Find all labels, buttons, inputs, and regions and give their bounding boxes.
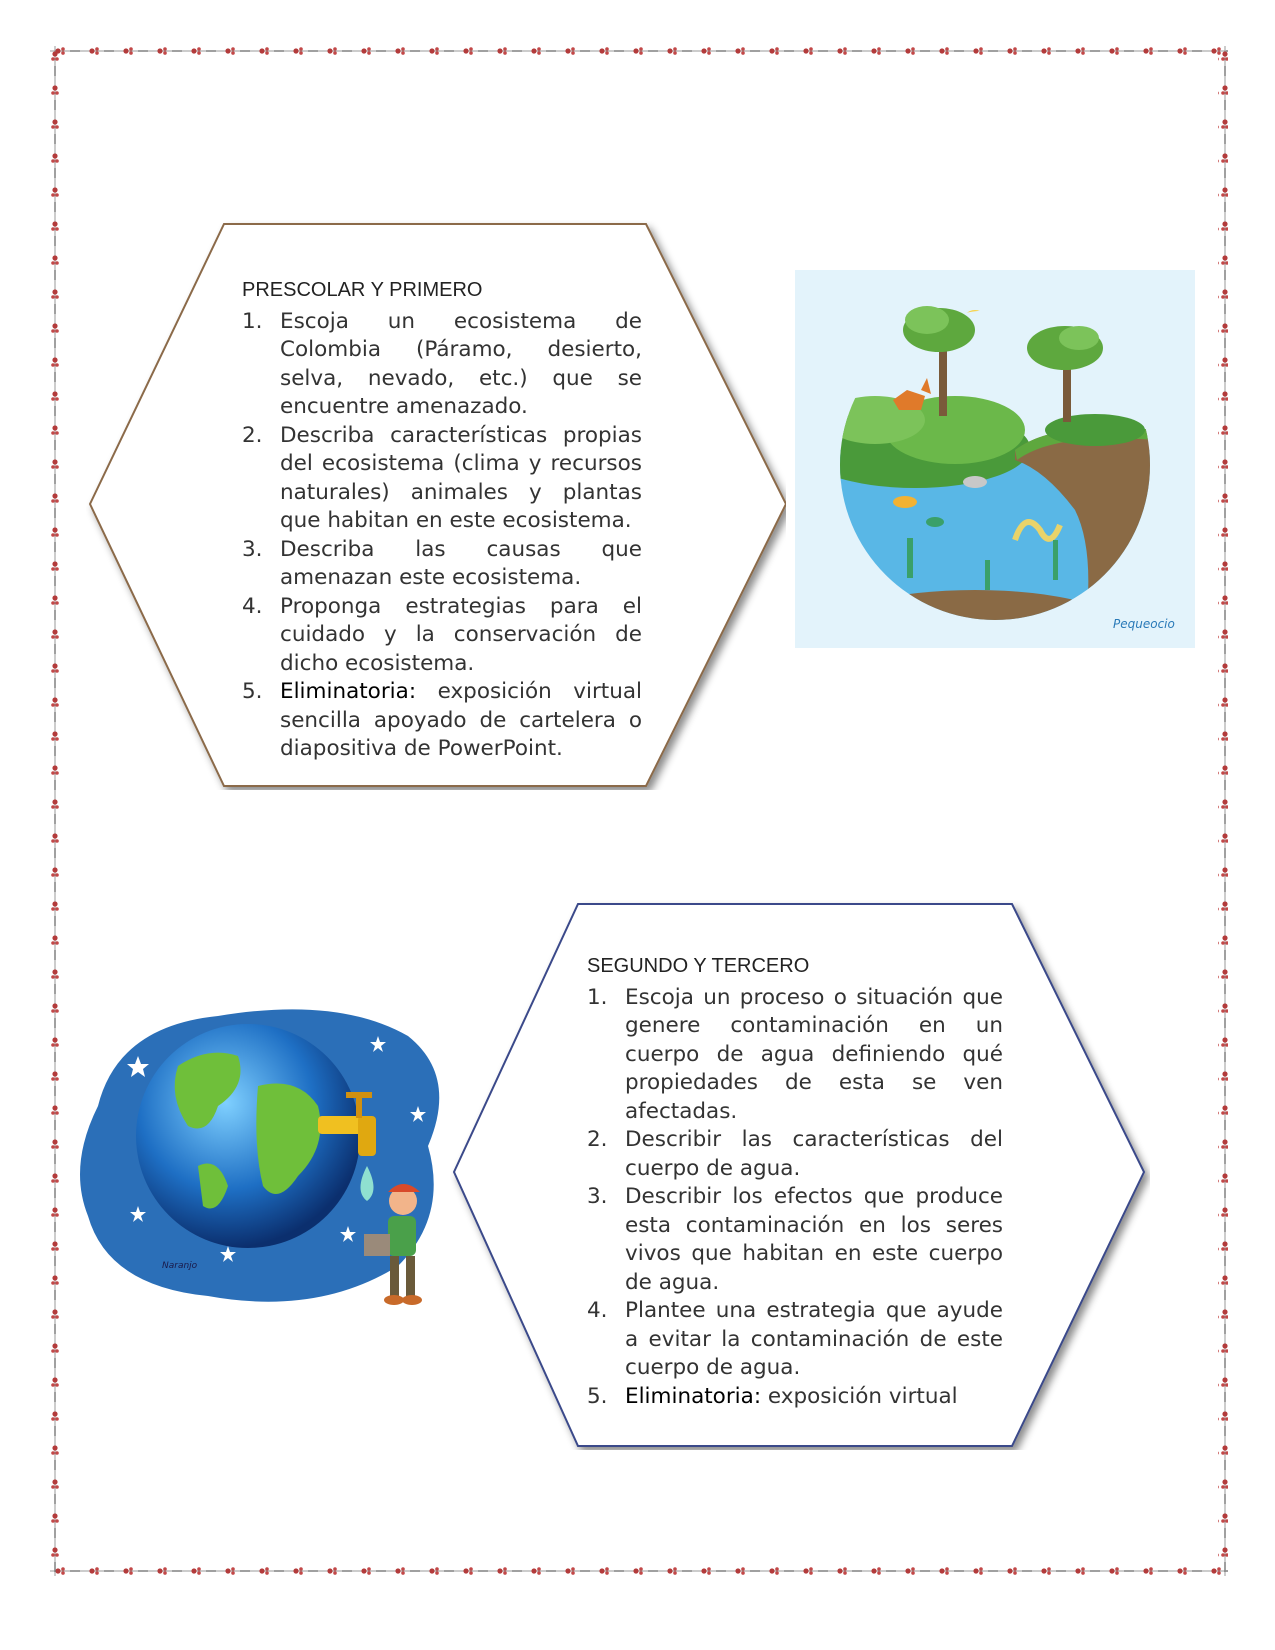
list-item: 1. Escoja un proceso o situación que genere contaminación en un cuerpo de agua definiendo qué propiedades de esta se ven afectadas. (587, 984, 1003, 1124)
item-text: Escoja un ecosistema de Colombia (Páramo, desierto, selva, nevado, etc.) que se encuentre amenazado. (280, 308, 642, 419)
list-item: 2. Describa características propias del ecosistema (clima y recursos naturales) animales y plantas que habitan en este ecosistema. (242, 422, 642, 533)
item-text: Describir las características del cuerpo de agua. (625, 1127, 1003, 1181)
list-item: 4. Proponga estrategias para el cuidado y la conservación de dicho ecosistema. (242, 593, 642, 676)
item-text: Plantee una estrategia que ayude a evitar la contaminación de este cuerpo de agua. (625, 1298, 1003, 1380)
list-item: 5. Eliminatoria: exposición virtual (587, 1383, 958, 1409)
hexagon-panel-second-third (450, 900, 1150, 1450)
item-label: Eliminatoria: (625, 1383, 762, 1409)
earth-faucet-illustration (78, 996, 458, 1338)
item-text: Proponga estrategias para el cuidado y la conservación de dicho ecosistema. (280, 593, 642, 676)
ecosystem-image (795, 270, 1195, 648)
item-text: Escoja un proceso o situación que genere contaminación en un cuerpo de agua definiendo qué propiedades de esta se ven afectadas. (625, 984, 1003, 1124)
list-item: 3. Describa las causas que amenazan este ecosistema. (242, 536, 642, 590)
list-item: 3. Describir los efectos que produce esta contaminación en los seres vivos que habitan en este cuerpo de agua. (587, 1184, 1003, 1295)
section-title: SEGUNDO Y TERCERO (587, 955, 810, 977)
watermark-logo: Pequeocio (1113, 617, 1175, 631)
item-text: Describa características propias del ecosistema (clima y recursos naturales) animales y plantas que habitan en este ecosistema. (280, 422, 642, 533)
list-item: 5. Eliminatoria: exposición virtual sencilla apoyado de cartelera o diapositiva de PowerPoint. (242, 679, 642, 761)
section-title: PRESCOLAR Y PRIMERO (242, 279, 483, 301)
item-text: Describir los efectos que produce esta contaminación en los seres vivos que habitan en este cuerpo de agua. (625, 1184, 1003, 1295)
list-item: 2. Describir las características del cuerpo de agua. (587, 1127, 1003, 1181)
list-item: 4. Plantee una estrategia que ayude a evitar la contaminación de este cuerpo de agua. (587, 1298, 1003, 1380)
item-text: exposición virtual sencilla apoyado de cartelera o diapositiva de PowerPoint. (280, 679, 642, 761)
ecosystem-illustration (795, 270, 1195, 648)
artist-signature: Naranjo (162, 1261, 198, 1271)
list-item: 1. Escoja un ecosistema de Colombia (Páramo, desierto, selva, nevado, etc.) que se encuentre amenazado. (242, 308, 642, 419)
earth-image (78, 996, 458, 1338)
task-list (242, 308, 642, 764)
item-text: Describa las causas que amenazan este ecosistema. (280, 536, 642, 590)
task-list (587, 984, 1003, 1412)
item-text: exposición virtual (761, 1383, 958, 1409)
hexagon-panel-preschool (86, 220, 786, 790)
item-label: Eliminatoria: (280, 679, 417, 704)
